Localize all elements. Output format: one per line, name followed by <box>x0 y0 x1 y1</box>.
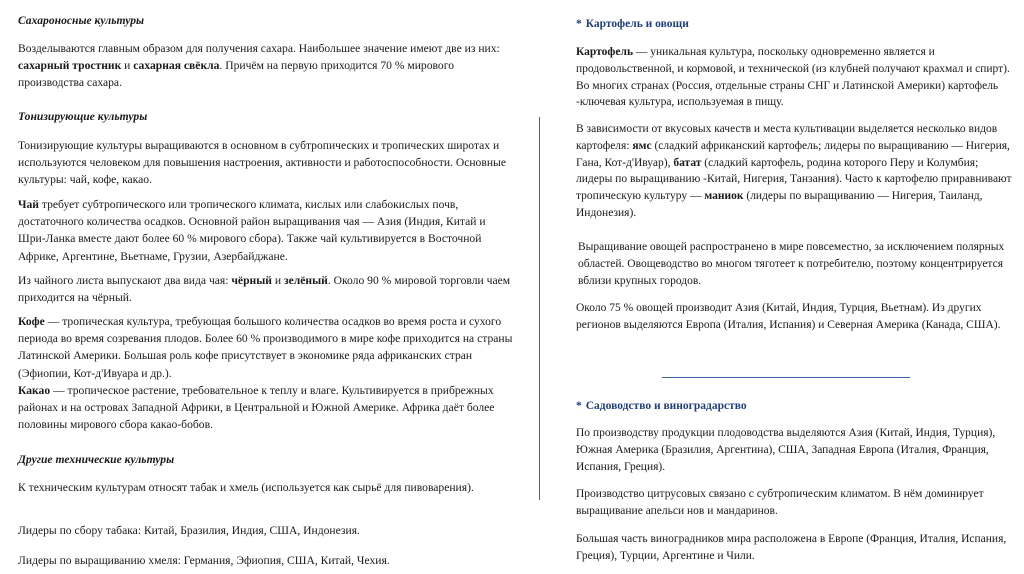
sugar-crops-heading: Сахароносные культуры <box>18 14 145 27</box>
potato-vegetables-heading: * Картофель и овощи <box>576 18 689 30</box>
hops-leaders: Лидеры по выращиванию хмеля: Германия, Эфиопия, США, Китай, Чехия. <box>18 554 390 567</box>
column-divider <box>539 117 540 500</box>
citrus-paragraph: Производство цитрусовых связано с субтропическим климатом. В нём доминирует выращивание апельси нов и мандаринов. <box>576 488 984 517</box>
potato-varieties-paragraph: В зависимости от вкусовых качеств и места культивации выделяется несколько видов картофеля: ямс (сладкий африканский картофель; лидеры по выращиванию — Нигерия, Гана, Кот-д'Ивуар), батат (сладкий картофель, родина которого Перу и Колумбия; лидеры по выращиванию -Китай, Нигерия, Танзания). Часто к картофелю приравнивают тропическую культуру — маниок (лидеры по выращиванию — Нигерия, Таиланд, Индонезия). <box>576 123 1012 219</box>
tea-paragraph: Чай требует субтропического или тропического климата, кислых или слабокислых почв, достаточного количества осадков. Основной район выращивания чая — Азия (Индия, Китай и Шри-Ланка вместе дают более 60 % мирового сбора). Также чай культивируется в Восточной Африке, Аргентине, Вьетнаме, Грузии, Азербайджане. <box>18 198 486 263</box>
tea-types-paragraph: Из чайного листа выпускают два вида чая: чёрный и зелёный. Около 90 % мировой торговли чаем приходится на чёрный. <box>18 274 511 305</box>
gardening-heading: * Садоводство и виноградарство <box>576 400 747 412</box>
tonic-crops-heading: Тонизирующие культуры <box>18 110 148 123</box>
fruit-production-paragraph: По производству продукции плодоводства выделяются Азия (Китай, Индия, Турция), Южная Америка (Бразилия, Аргентина), США, Западная Европа (Италия, Франция, Испания, Греция). <box>576 427 996 473</box>
coffee-paragraph: Кофе — тропическая культура, требующая большого количества осадков во время роста и сухого периода во время созревания плодов. Более 60 % производимого в мире кофе приходится на страны Латинской Америки. Большая роль кофе присутствует в экономике ряда африканских стран (Эфиопии, Кот-д'Ивуара и др.). <box>18 315 513 380</box>
other-crops-intro: К техническим культурам относят табак и хмель (используется как сырьё для пивоварения). <box>18 481 474 494</box>
vegetables-paragraph: Выращивание овощей распространено в мире повсеместно, за исключением полярных областей. Овощеводство во многом тяготеет к потребителю, поэтому концентрируется вблизи крупных городов. <box>578 241 1005 287</box>
potato-paragraph: Картофель — уникальная культура, поскольку одновременно является и продовольственной, и кормовой, и технической (из клубней получают крахмал и спирт). Во многих странах (Россия, отдельные страны СНГ и Латинской Америки) картофель -ключевая культура, используемая в пищу. <box>576 46 1010 109</box>
section-divider <box>662 377 910 378</box>
vineyards-paragraph: Большая часть виноградников мира расположена в Европе (Франция, Италия, Испания, Греция), Турции, Аргентине и Чили. <box>576 533 1007 562</box>
sugar-crops-paragraph: Возделываются главным образом для получения сахара. Наибольшее значение имеют две из них: сахарный тростник и сахарная свёкла. Причём на первую приходится 70 % мирового производства сахара. <box>18 42 500 90</box>
tonic-crops-intro: Тонизирующие культуры выращиваются в основном в субтропических и тропических широтах и используются человеком для повышения настроения, активности и работоспособности. Основные культуры: чай, кофе, какао. <box>18 139 506 187</box>
other-crops-heading: Другие технические культуры <box>18 453 175 466</box>
bullet-star-icon: * <box>576 400 582 412</box>
vegetables-production-paragraph: Около 75 % овощей производит Азия (Китай, Индия, Турция, Вьетнам). Из других регионов выделяются Европа (Италия, Испания) и Северная Америка (Канада, США). <box>576 302 1001 331</box>
cocoa-paragraph: Какао — тропическое растение, требовательное к теплу и влаге. Культивируется в прибрежных районах и на островах Западной Африки, в Центральной и Южной Америке. Африка даёт более половины мирового сбора какао-бобов. <box>18 384 495 432</box>
tobacco-leaders: Лидеры по сбору табака: Китай, Бразилия, Индия, США, Индонезия. <box>18 524 360 537</box>
bullet-star-icon: * <box>576 18 582 30</box>
